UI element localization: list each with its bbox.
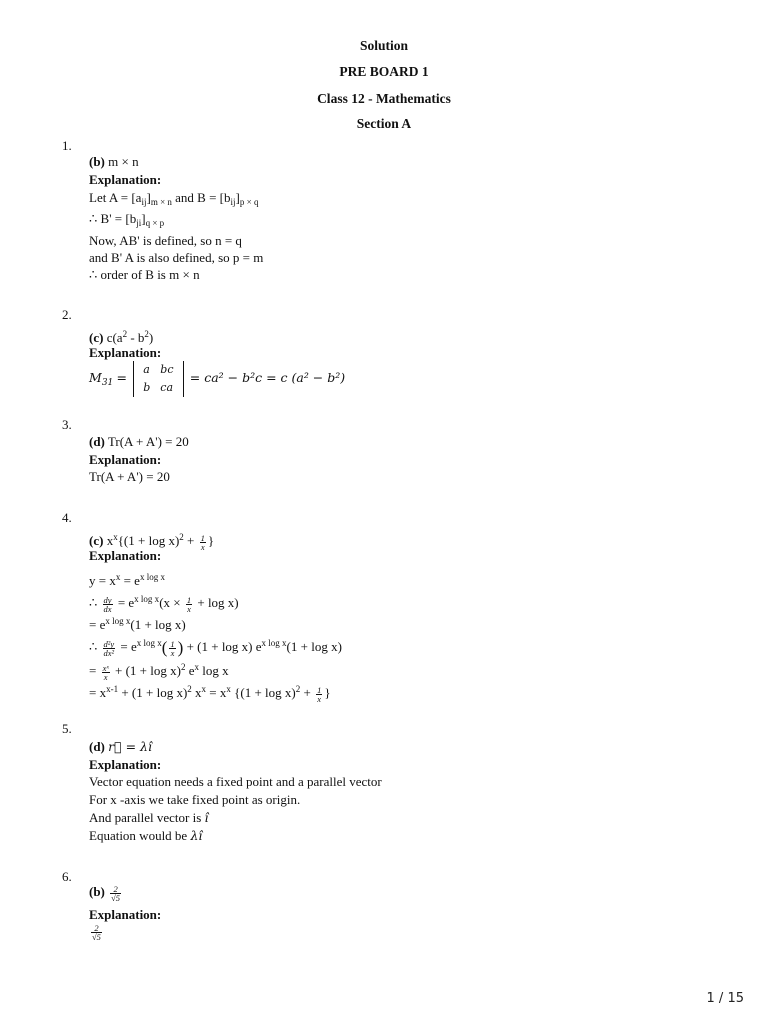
- fraction: [169, 640, 175, 657]
- fraction: [91, 924, 102, 941]
- answer-option: (c): [89, 330, 104, 345]
- step-sup: x: [226, 684, 231, 694]
- minor-symbol: [89, 369, 114, 388]
- solution-step: Now, AB' is defined, so n = q: [89, 233, 242, 248]
- step-sub: ij: [141, 197, 147, 207]
- step-text: = e: [114, 595, 135, 610]
- step-text: = x: [89, 685, 107, 700]
- step-text: ]: [235, 190, 240, 205]
- fraction-numerator: 2: [110, 885, 121, 894]
- minor-letter: M: [89, 369, 102, 385]
- fraction-numerator: 1: [186, 594, 192, 605]
- solution-step: [89, 659, 229, 681]
- step-text: + (1 + log x): [111, 663, 181, 678]
- solution-step: [89, 681, 331, 703]
- step-sup: x: [194, 662, 199, 672]
- step-text: ∴: [89, 639, 101, 654]
- paren-close: ): [177, 638, 184, 657]
- fraction-denominator: √5: [111, 892, 121, 903]
- step-sup: x log x: [261, 638, 287, 648]
- step-text: (1 + log x): [130, 617, 186, 632]
- subject-title: Class 12 - Mathematics: [317, 91, 451, 106]
- explanation-label: Explanation:: [89, 345, 162, 360]
- answer-line: [89, 739, 152, 755]
- fraction-denominator: dx: [103, 603, 112, 614]
- matrix-cell: b: [143, 381, 151, 394]
- answer-sup: x: [113, 532, 118, 542]
- answer-text: {(1 + log x): [117, 533, 180, 548]
- step-text: ∴: [89, 595, 101, 610]
- answer-option: (c): [89, 533, 104, 548]
- explanation-label: Explanation:: [89, 907, 162, 922]
- solution-step: For x -axis we take fixed point as origin.: [89, 792, 301, 807]
- section-title: Section A: [356, 116, 412, 131]
- answer-sup: 2: [122, 329, 128, 339]
- fraction-denominator: x: [103, 671, 108, 682]
- solution-step: [89, 569, 165, 589]
- document-title: Solution: [359, 38, 409, 53]
- answer-line: [89, 884, 123, 902]
- solution-step: [89, 635, 342, 657]
- answer-text: ): [148, 330, 154, 345]
- question-number: 5.: [62, 721, 72, 736]
- fraction-numerator: d²y: [103, 638, 115, 649]
- solution-step: [89, 591, 239, 613]
- solution-step: ∴ order of B is m × n: [89, 267, 200, 282]
- question-number: 6.: [62, 869, 72, 884]
- step-sub: ij: [230, 197, 236, 207]
- step-text: }: [324, 685, 331, 700]
- solution-step: [89, 613, 186, 633]
- step-text: = e: [120, 573, 140, 588]
- step-sup: 2: [180, 662, 186, 672]
- fraction-denominator: x: [170, 647, 175, 658]
- step-text: + (1 + log x) e: [183, 639, 262, 654]
- answer-sup: 2: [179, 532, 184, 542]
- step-sup: x-1: [106, 684, 119, 694]
- question-number: 3.: [62, 417, 72, 432]
- answer-text: +: [183, 533, 198, 548]
- answer-text: x: [106, 533, 114, 548]
- step-sup: x log x: [105, 616, 131, 626]
- step-sup: x log x: [134, 594, 160, 604]
- step-text: y = x: [89, 573, 116, 588]
- answer-text: Tr(A + A') = 20: [107, 434, 189, 449]
- solution-step: and B' A is also defined, so p = m: [89, 250, 264, 265]
- fraction: [186, 596, 192, 613]
- step-sup: 2: [295, 684, 301, 694]
- fraction-denominator: x: [317, 693, 322, 704]
- determinant-matrix: [133, 361, 183, 397]
- fraction: [316, 686, 322, 703]
- answer-line: [89, 434, 189, 450]
- page-counter: 1 / 15: [706, 991, 744, 1006]
- step-text: ∴ B' = [b: [89, 211, 137, 226]
- step-text: + log x): [194, 595, 239, 610]
- explanation-label: Explanation:: [89, 452, 162, 467]
- answer-text: c(a: [106, 330, 123, 345]
- step-sup: 2: [187, 684, 192, 694]
- matrix-cell: bc: [160, 363, 174, 376]
- step-text: e: [185, 663, 195, 678]
- solution-step: [89, 190, 258, 210]
- fraction-denominator: x: [200, 541, 205, 552]
- step-text: (1 + log x): [286, 639, 342, 654]
- fraction-numerator: 1: [170, 638, 175, 649]
- step-text: + (1 + log x): [118, 685, 188, 700]
- solution-step: [89, 810, 209, 826]
- step-text: Let A = [a: [89, 190, 142, 205]
- determinant-equation: [89, 361, 345, 397]
- matrix-cell: a: [143, 363, 150, 376]
- fraction: [102, 664, 110, 681]
- step-sub: q × p: [145, 218, 165, 228]
- question-number: 1.: [62, 138, 72, 153]
- answer-text: }: [207, 533, 215, 548]
- explanation-label: Explanation:: [89, 757, 162, 772]
- step-sub: ji: [136, 218, 142, 228]
- answer-option: (b): [89, 884, 105, 899]
- step-text: = e: [89, 617, 106, 632]
- answer-text: - b: [127, 330, 145, 345]
- explanation-label: Explanation:: [89, 172, 162, 187]
- answer-text: m × n: [108, 154, 139, 169]
- solution-step: [89, 211, 164, 231]
- step-text: ]: [141, 211, 146, 226]
- answer-line: [89, 326, 153, 346]
- step-text: +: [300, 685, 315, 700]
- solution-step: Tr(A + A') = 20: [89, 469, 170, 484]
- step-sup: x log x: [136, 638, 162, 648]
- step-sup: x: [115, 572, 121, 582]
- step-text: x: [191, 685, 202, 700]
- answer-line: [89, 154, 139, 170]
- step-sup: x log x: [139, 572, 165, 582]
- second-derivative-fraction: [103, 640, 116, 657]
- unit-vector: î: [204, 810, 209, 825]
- step-text: and B = [b: [171, 190, 231, 205]
- step-text: ]: [146, 190, 151, 205]
- fraction-denominator: √5: [92, 931, 101, 942]
- fraction: [110, 885, 121, 902]
- fraction-numerator: 2: [91, 924, 102, 933]
- minor-sub: 31: [101, 377, 114, 388]
- step-sub: p × q: [239, 197, 259, 207]
- step-sub: m × n: [150, 197, 172, 207]
- answer-option: (d): [89, 434, 105, 449]
- solution-step: [89, 828, 202, 844]
- fraction-numerator: 1: [200, 532, 205, 543]
- answer-option: (b): [89, 154, 105, 169]
- step-text: And parallel vector is: [89, 810, 205, 825]
- step-text: (x ×: [159, 595, 184, 610]
- answer-option: (d): [89, 739, 105, 754]
- derivative-fraction: [103, 596, 113, 613]
- step-text: = e: [117, 639, 137, 654]
- answer-sup: 2: [144, 329, 149, 339]
- solution-step: Vector equation needs a fixed point and a parallel vector: [89, 774, 382, 789]
- equals-sign: =: [116, 369, 127, 385]
- paren-open: (: [161, 638, 168, 657]
- fraction-numerator: xˣ: [102, 662, 109, 673]
- step-text: log x: [198, 663, 229, 678]
- fraction-denominator: x: [187, 603, 191, 614]
- vector-expression: λî: [190, 828, 203, 843]
- step-text: {(1 + log x): [230, 685, 296, 700]
- matrix-cell: ca: [160, 381, 174, 394]
- fraction-numerator: 1: [317, 684, 322, 695]
- step-text: = x: [206, 685, 227, 700]
- fraction-denominator: dx²: [103, 647, 115, 658]
- step-text: =: [89, 663, 100, 678]
- determinant-result: = ca² − b²c = c (a² − b²): [189, 369, 346, 385]
- question-number: 2.: [62, 307, 72, 322]
- question-number: 4.: [62, 510, 72, 525]
- explanation-label: Explanation:: [89, 548, 162, 563]
- step-sup: x: [201, 684, 207, 694]
- step-text: Equation would be: [89, 828, 191, 843]
- exam-name: PRE BOARD 1: [339, 64, 429, 79]
- answer-text: r⃗ = λî: [108, 739, 152, 754]
- fraction-numerator: dy: [103, 594, 112, 605]
- fraction: [200, 534, 206, 551]
- solution-step: [89, 923, 104, 941]
